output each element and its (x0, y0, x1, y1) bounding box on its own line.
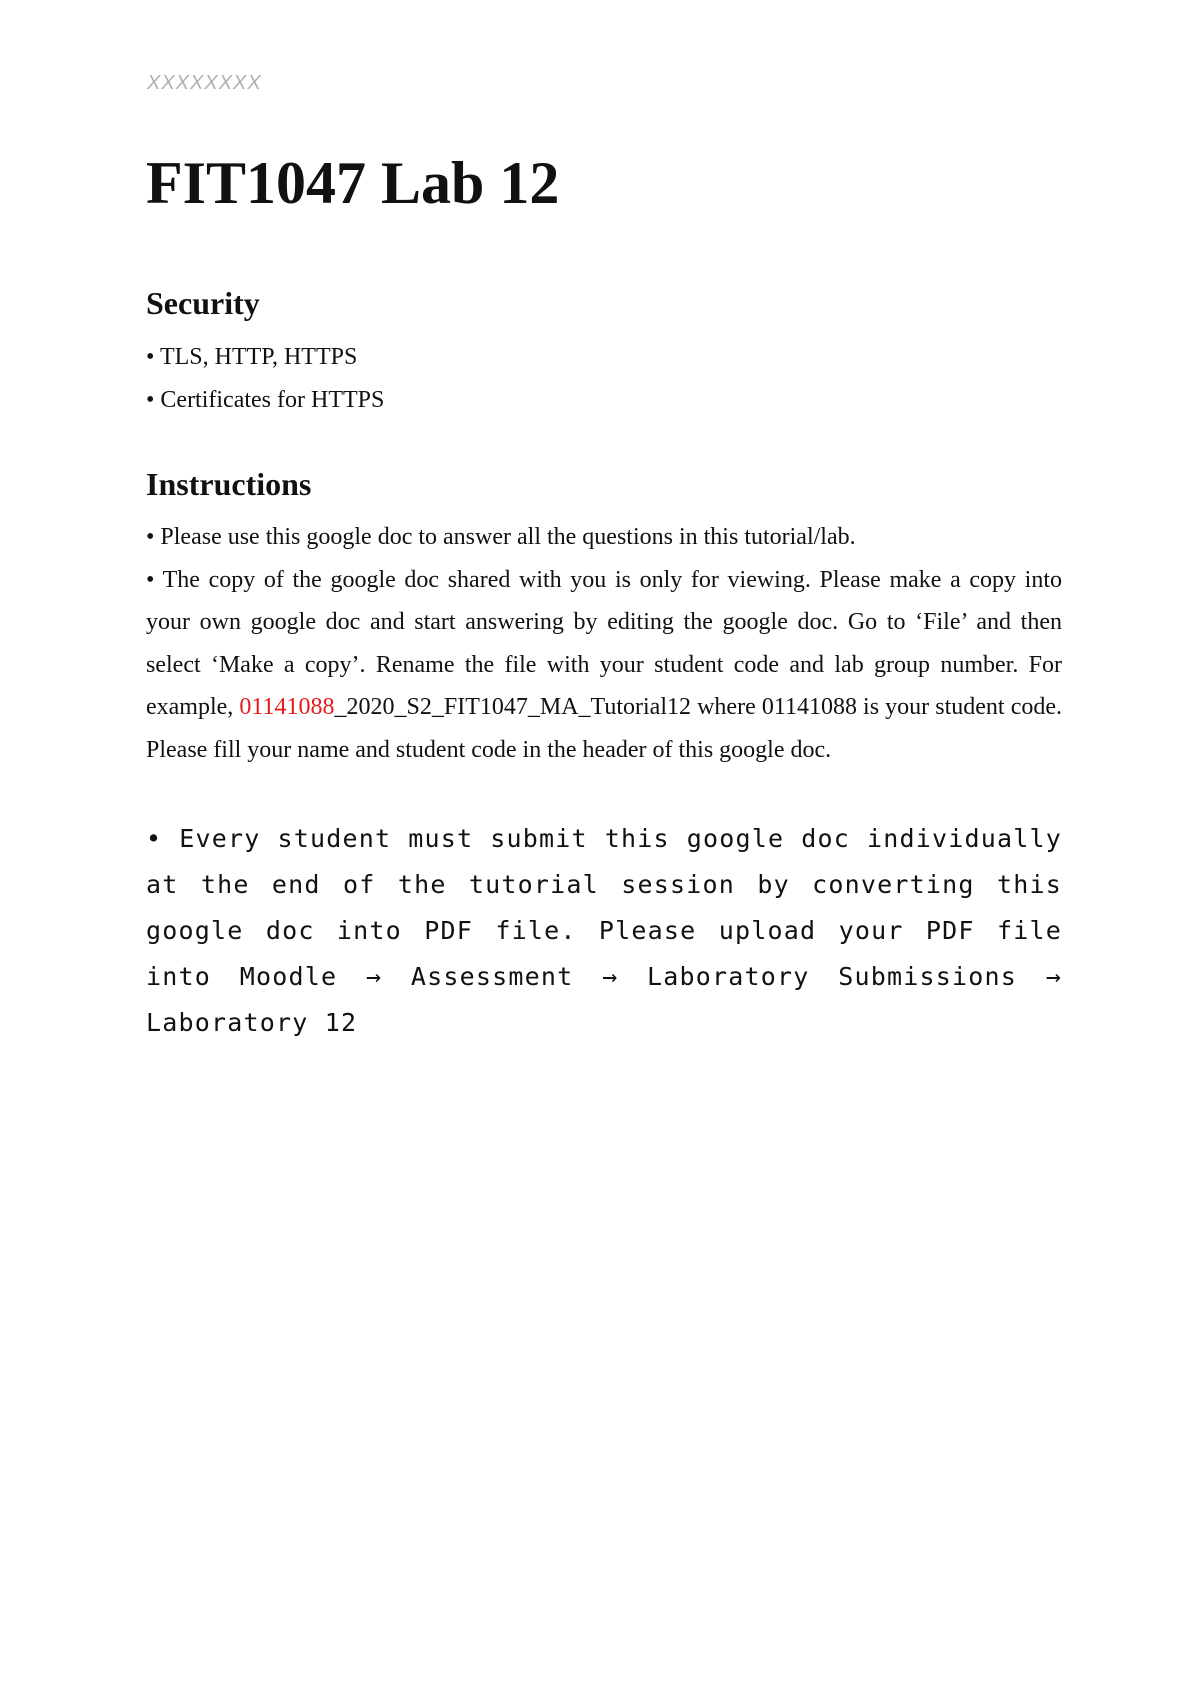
instruction-bullet-1: • Please use this google doc to answer all the questions in this tutorial/lab. (146, 524, 856, 550)
header-placeholder: XXXXXXXX (147, 72, 262, 94)
instructions-heading: Instructions (146, 466, 312, 502)
submission-instructions (146, 816, 1062, 1046)
security-list (146, 336, 384, 422)
instruction-bullet-2-start: • The copy of the google doc shared with you is only for viewing. Please make a copy into your own google doc and start answering by editing the google doc. Go to ‘File’ and then select ‘Make a copy’. Rename the file with your student code and lab group number. For example, (146, 566, 1062, 720)
instruction-bullet-3: • Every student must submit this google doc individually at the end of the tutorial session by converting this google doc into PDF file. Please upload your PDF file into Moodle → Assessment → Laboratory Submissions → Laboratory 12 (146, 824, 1062, 1037)
page-title: FIT1047 Lab 12 (146, 150, 560, 216)
student-code-example: 01141088 (239, 694, 335, 720)
security-heading: Security (146, 285, 260, 321)
list-item: • TLS, HTTP, HTTPS (146, 344, 358, 370)
instruction-bullet-2 (146, 559, 1062, 772)
list-item: • Certificates for HTTPS (146, 387, 385, 413)
instruction-bullet-2-end: _2020_S2_FIT1047_MA_Tutorial12 where 01141088 is your student code. Please fill your name and student code in the header of this google doc. (146, 694, 1063, 763)
instructions-body (146, 516, 1062, 771)
